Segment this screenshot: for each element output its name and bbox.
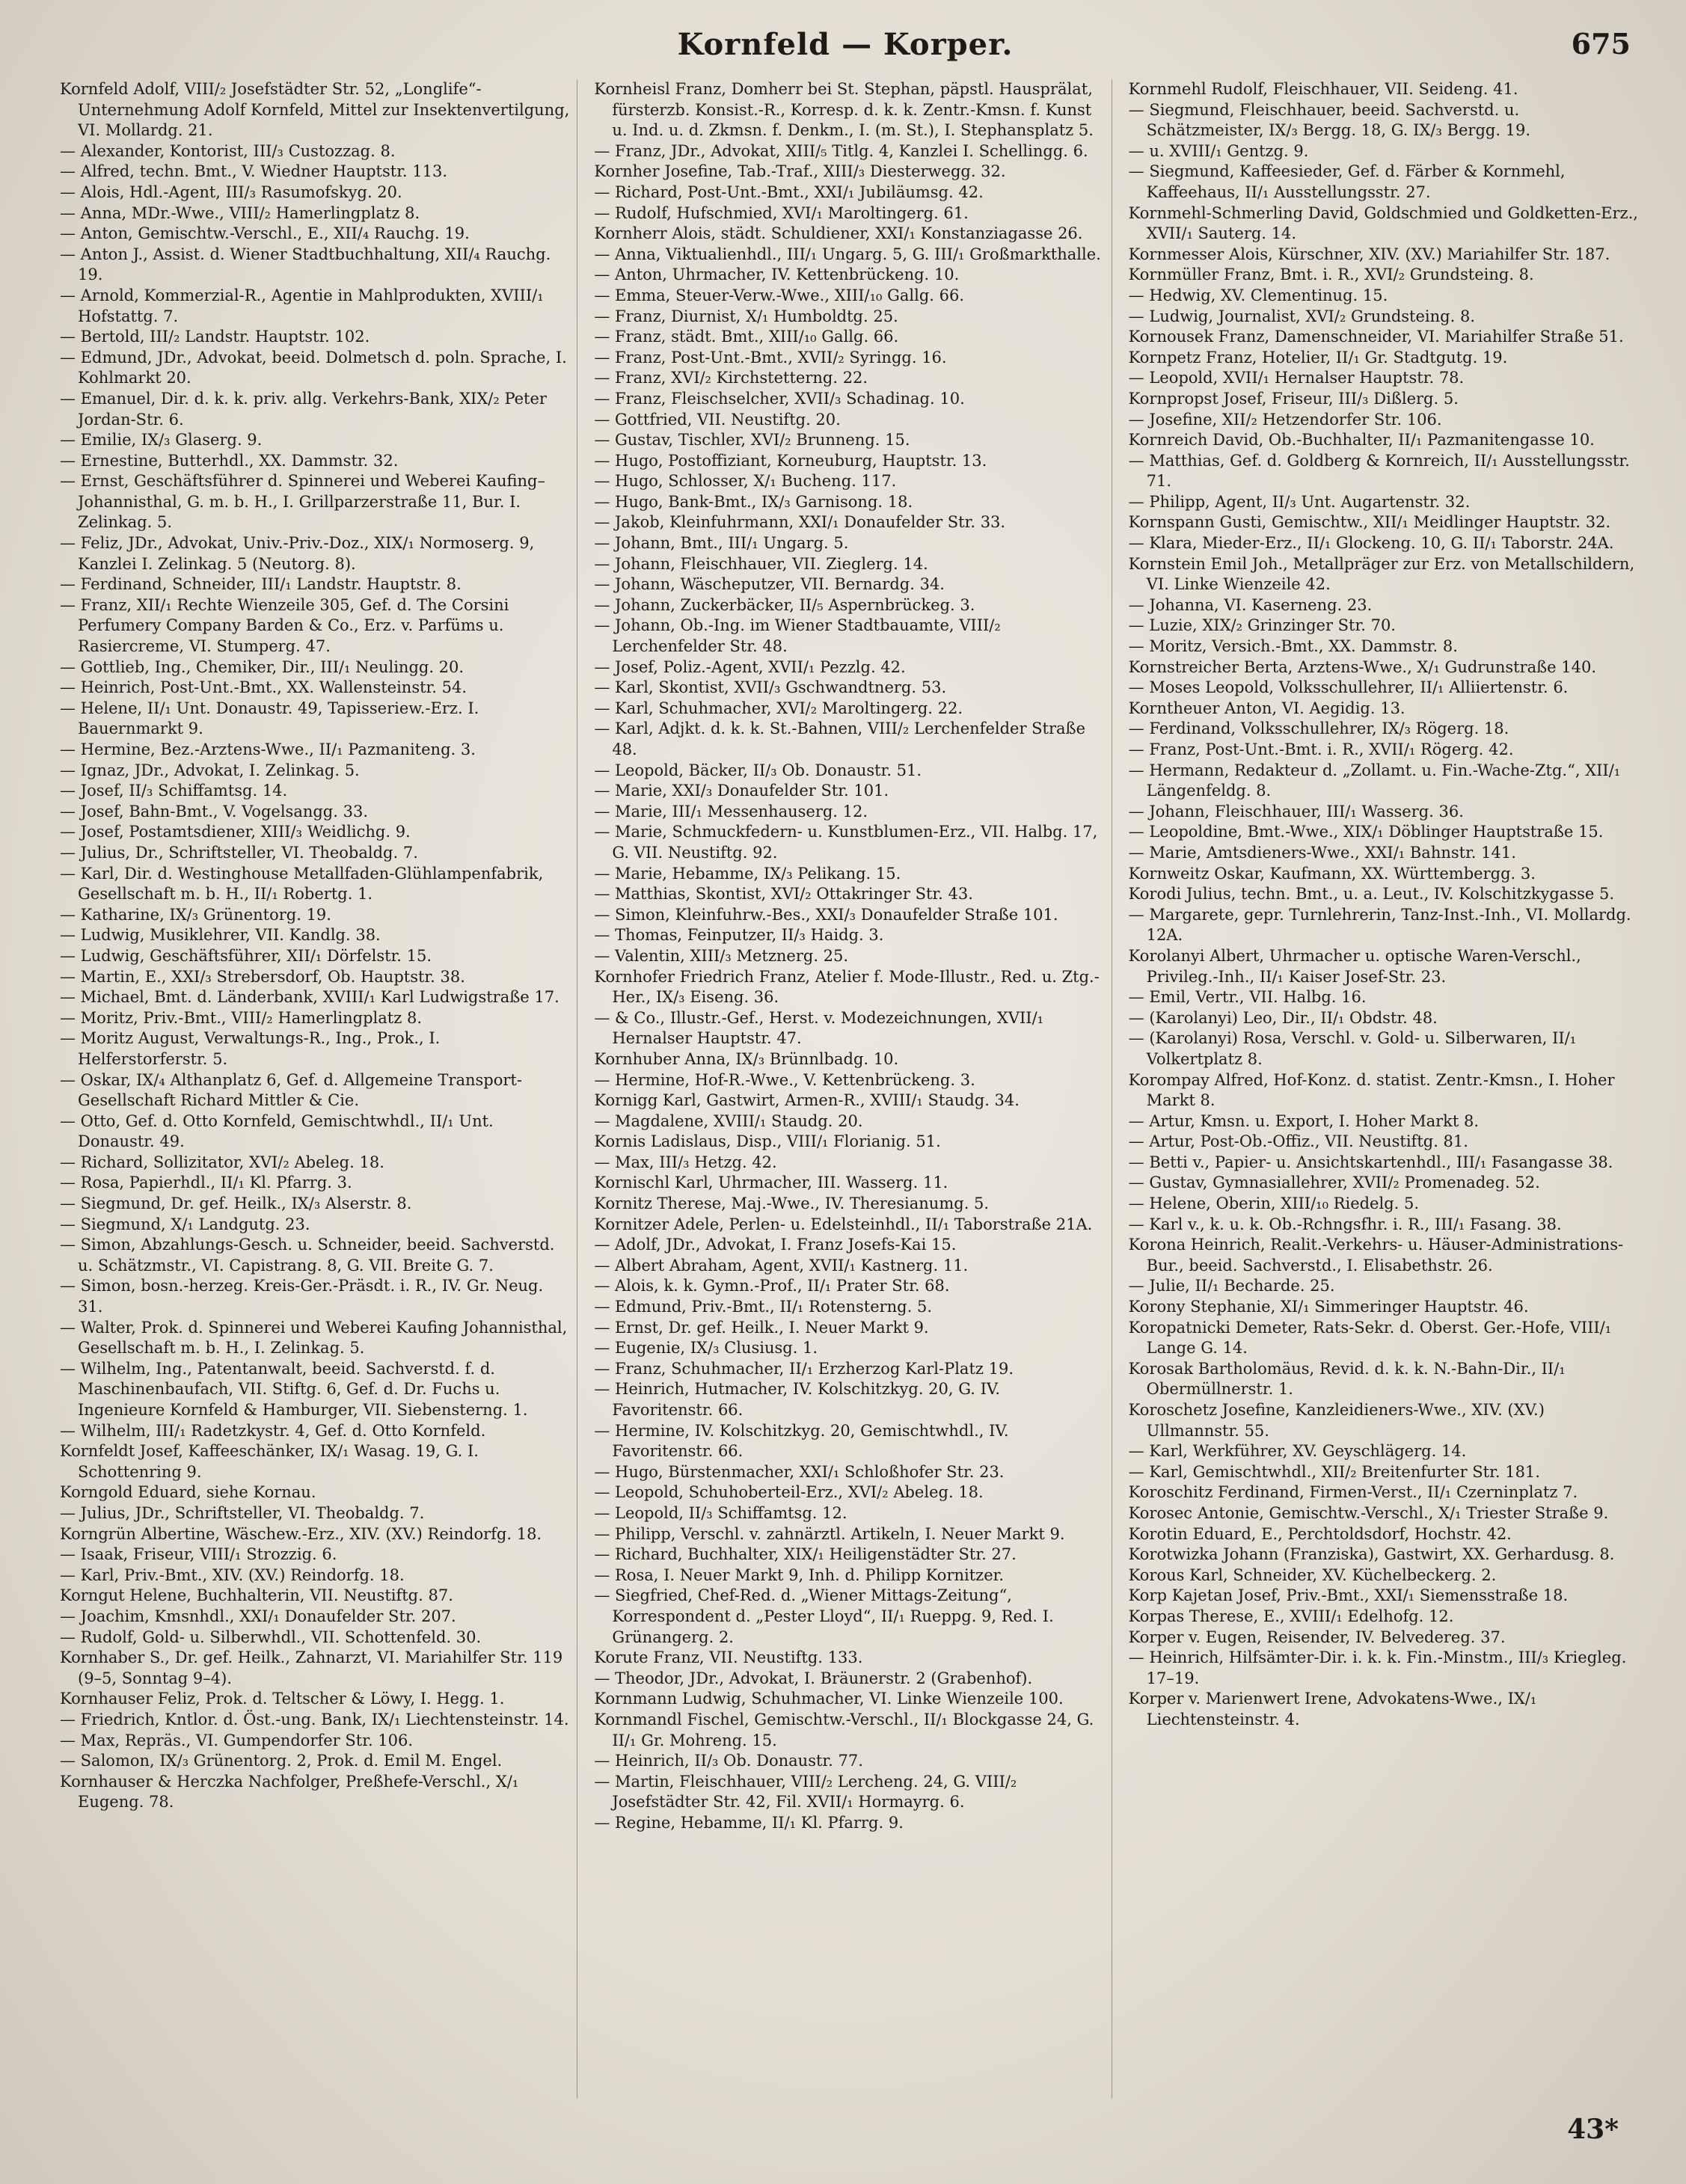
directory-entry: — Gustav, Tischler, XVI/₂ Brunneng. 15. — [594, 431, 910, 450]
directory-entry: — Karl v., k. u. k. Ob.-Rchngsfhr. i. R., III/₁ Fasang. 38. — [1128, 1215, 1562, 1233]
directory-entry: — Siegmund, Dr. gef. Heilk., IX/₃ Alserstr. 8. — [60, 1194, 412, 1213]
directory-entry: — Leopold, Schuhoberteil-Erz., XVI/₂ Abeleg. 18. — [594, 1483, 984, 1502]
directory-entry: — Josef, II/₃ Schiffamtsg. 14. — [60, 782, 288, 800]
directory-entry: Kornreich David, Ob.-Buchhalter, II/₁ Pazmanitengasse 10. — [1128, 431, 1595, 450]
directory-entry: Kornmüller Franz, Bmt. i. R., XVI/₂ Grundsteing. 8. — [1128, 266, 1534, 284]
page-number: 675 — [1571, 27, 1631, 61]
directory-entry: — Luzie, XIX/₂ Grinzinger Str. 70. — [1128, 616, 1396, 635]
directory-entry: — Alois, k. k. Gymn.-Prof., II/₁ Prater Str. 68. — [594, 1277, 950, 1295]
directory-entry: — Karl, Gemischtwhdl., XII/₂ Breitenfurter Str. 181. — [1128, 1462, 1540, 1481]
directory-entry: Kornweitz Oskar, Kaufmann, XX. Württembergg. 3. — [1128, 864, 1536, 883]
directory-entry: — Michael, Bmt. d. Länderbank, XVIII/₁ Karl Ludwigstraße 17. — [60, 988, 560, 1007]
directory-entry: — Wilhelm, Ing., Patentanwalt, beeid. Sachverstd. f. d. Maschinenbaufach, VII. Stiftg. 6, Gef. d. Dr. Fuchs u. Ingenieure Kornfeld & Hamburger, VII. Siebensterng. 1. — [60, 1359, 528, 1419]
directory-entry: — Ferdinand, Volksschullehrer, IX/₃ Rögerg. 18. — [1128, 720, 1509, 738]
directory-entry: — Marie, III/₁ Messenhauserg. 12. — [594, 802, 868, 820]
directory-entry: — Emil, Vertr., VII. Halbg. 16. — [1128, 988, 1367, 1007]
directory-entry: Korp Kajetan Josef, Priv.-Bmt., XXI/₁ Siemensstraße 18. — [1128, 1586, 1569, 1605]
directory-entry: — Franz, XVI/₂ Kirchstetterng. 22. — [594, 369, 868, 387]
directory-entry: — Hugo, Schlosser, X/₁ Bucheng. 117. — [594, 472, 897, 491]
directory-entry: Kornheisl Franz, Domherr bei St. Stephan, päpstl. Hausprälat, fürsterzb. Konsist.-R., Korresp. d. k. k. Zentr.-Kmsn. f. Kunst u. Ind. u. d. Zkmsn. f. Denkm., I. (m. St.), I. Stephansplatz 5. — [594, 80, 1094, 140]
directory-entry: — Julie, II/₁ Becharde. 25. — [1128, 1277, 1335, 1295]
directory-entry: — Moses Leopold, Volksschullehrer, II/₁ Alliiertenstr. 6. — [1128, 678, 1569, 697]
directory-entry: — Philipp, Verschl. v. zahnärztl. Artikeln, I. Neuer Markt 9. — [594, 1524, 1065, 1543]
directory-entry: — Franz, städt. Bmt., XIII/₁₀ Gallg. 66. — [594, 328, 899, 346]
directory-entry: Kornmandl Fischel, Gemischtw.-Verschl., II/₁ Blockgasse 24, G. II/₁ Gr. Mohreng. 15. — [594, 1710, 1094, 1749]
directory-entry: — Hedwig, XV. Clementinug. 15. — [1128, 286, 1388, 304]
directory-entry: Kornhauser Feliz, Prok. d. Teltscher & Löwy, I. Hegg. 1. — [60, 1690, 505, 1708]
page-header — [60, 21, 1631, 73]
signature-mark: 43* — [1567, 2114, 1619, 2145]
directory-entry: — Siegmund, Kaffeesieder, Gef. d. Färber & Kornmehl, Kaffeehaus, II/₁ Ausstellungsstr. 27. — [1128, 162, 1566, 201]
directory-entry: Korntheuer Anton, VI. Aegidig. 13. — [1128, 699, 1405, 717]
directory-entry: — Artur, Kmsn. u. Export, I. Hoher Markt 8. — [1128, 1111, 1480, 1130]
directory-entry: — Moritz August, Verwaltungs-R., Ing., Prok., I. Helferstorferstr. 5. — [60, 1029, 441, 1068]
directory-entry: Korodi Julius, techn. Bmt., u. a. Leut., IV. Kolschitzkygasse 5. — [1128, 885, 1615, 904]
directory-entry: Kornstein Emil Joh., Metallpräger zur Erz. von Metallschildern, VI. Linke Wienzeile 42. — [1128, 554, 1635, 594]
directory-entry: — Adolf, JDr., Advokat, I. Franz Josefs-Kai 15. — [594, 1236, 957, 1254]
directory-entry: Kornhofer Friedrich Franz, Atelier f. Mode-Illustr., Red. u. Ztg.-Her., IX/₃ Eiseng. 36. — [594, 967, 1100, 1007]
directory-entry: — Ludwig, Journalist, XVI/₂ Grundsteing. 8. — [1128, 307, 1475, 325]
directory-entry: — Jakob, Kleinfuhrmann, XXI/₁ Donaufelder Str. 33. — [594, 513, 1006, 532]
directory-entry: Korony Stephanie, XI/₁ Simmeringer Hauptstr. 46. — [1128, 1298, 1529, 1316]
directory-entry: — Salomon, IX/₃ Grünentorg. 2, Prok. d. Emil M. Engel. — [60, 1752, 503, 1770]
directory-entry: — Anton, Uhrmacher, IV. Kettenbrückeng. 10. — [594, 266, 960, 284]
directory-entry: — Franz, JDr., Advokat, XIII/₅ Titlg. 4, Kanzlei I. Schellingg. 6. — [594, 141, 1088, 160]
directory-entry: — Hermine, Hof-R.-Wwe., V. Kettenbrückeng. 3. — [594, 1070, 975, 1089]
directory-entry: Korper v. Marienwert Irene, Advokatens-Wwe., IX/₁ Liechtensteinstr. 4. — [1128, 1690, 1537, 1729]
directory-entry: Kornischl Karl, Uhrmacher, III. Wasserg. 11. — [594, 1174, 948, 1192]
directory-entry: — Gustav, Gymnasiallehrer, XVII/₂ Promenadeg. 52. — [1128, 1174, 1540, 1192]
directory-entry: — Franz, XII/₁ Rechte Wienzeile 305, Gef. d. The Corsini Perfumery Company Barden & Co., Erz. v. Parfüms u. Rasiercreme, VI. Stumperg. 47. — [60, 595, 509, 656]
directory-entry: — Karl, Schuhmacher, XVI/₂ Maroltingerg. 22. — [594, 699, 963, 717]
directory-entry: Kornigg Karl, Gastwirt, Armen-R., XVIII/₁ Staudg. 34. — [594, 1091, 1020, 1110]
directory-column-3 — [1129, 79, 1646, 2099]
directory-entry: — Simon, bosn.-herzeg. Kreis-Ger.-Präsdt. i. R., IV. Gr. Neug. 31. — [60, 1277, 544, 1316]
directory-entry: — Edmund, JDr., Advokat, beeid. Dolmetsch d. poln. Sprache, I. Kohlmarkt 20. — [60, 348, 567, 387]
directory-entry: Kornhuber Anna, IX/₃ Brünnlbadg. 10. — [594, 1049, 899, 1068]
directory-entry: — Klara, Mieder-Erz., II/₁ Glockeng. 10, G. II/₁ Taborstr. 24A. — [1128, 534, 1614, 553]
directory-entry: — Max, III/₃ Hetzg. 42. — [594, 1153, 777, 1171]
directory-entry: Kornousek Franz, Damenschneider, VI. Mariahilfer Straße 51. — [1128, 328, 1624, 346]
directory-entry: — Leopold, XVII/₁ Hernalser Hauptstr. 78. — [1128, 369, 1465, 387]
directory-entry: — Joachim, Kmsnhdl., XXI/₁ Donaufelder Str. 207. — [60, 1607, 456, 1625]
directory-entry: Korpas Therese, E., XVIII/₁ Edelhofg. 12. — [1128, 1607, 1454, 1625]
directory-entry: — Martin, E., XXI/₃ Strebersdorf, Ob. Hauptstr. 38. — [60, 967, 465, 986]
directory-entry: Kornhaber S., Dr. gef. Heilk., Zahnarzt, VI. Mariahilfer Str. 119 (9–5, Sonntag 9–4). — [60, 1648, 563, 1687]
directory-entry: — Helene, Oberin, XIII/₁₀ Riedelg. 5. — [1128, 1194, 1420, 1213]
directory-entry: — Richard, Buchhalter, XIX/₁ Heiligenstädter Str. 27. — [594, 1545, 1017, 1564]
directory-entry: — Martin, Fleischhauer, VIII/₂ Lercheng. 24, G. VIII/₂ Josefstädter Str. 42, Fil. XVII/₁ Hormayrg. 6. — [594, 1772, 1017, 1812]
directory-entry: — Ernestine, Butterhdl., XX. Dammstr. 32. — [60, 451, 399, 470]
directory-entry: — Walter, Prok. d. Spinnerei und Weberei Kaufing Johannisthal, Gesellschaft m. b. H., I. Zelinkag. 5. — [60, 1318, 568, 1358]
directory-entry: — Siegfried, Chef-Red. d. „Wiener Mittags-Zeitung“, Korrespondent d. „Pester Lloyd“, II/₁ Rueppg. 9, Red. I. Grünangerg. 2. — [594, 1586, 1054, 1646]
directory-entry: — Marie, Amtsdieners-Wwe., XXI/₁ Bahnstr. 141. — [1128, 843, 1516, 862]
directory-entry: — Margarete, gepr. Turnlehrerin, Tanz-Inst.-Inh., VI. Mollardg. 12A. — [1128, 905, 1631, 945]
directory-entry: Kornherr Alois, städt. Schuldiener, XXI/₁ Konstanziagasse 26. — [594, 224, 1083, 243]
directory-entry: Korous Karl, Schneider, XV. Küchelbeckerg. 2. — [1128, 1565, 1497, 1584]
directory-entry: — Simon, Abzahlungs-Gesch. u. Schneider, beeid. Sachverstd. u. Schätzmstr., VI. Capistrang. 8, G. VII. Breite G. 7. — [60, 1236, 555, 1274]
directory-entry: — Heinrich, Post-Unt.-Bmt., XX. Wallensteinstr. 54. — [60, 678, 468, 697]
directory-entry: Kornmehl Rudolf, Fleischhauer, VII. Seideng. 41. — [1128, 80, 1518, 98]
directory-entry: — Heinrich, Hilfsämter-Dir. i. k. k. Fin.-Minstm., III/₃ Kriegleg. 17–19. — [1128, 1648, 1627, 1687]
directory-entry: — Ernst, Geschäftsführer d. Spinnerei und Weberei Kaufing–Johannisthal, G. m. b. H., I. Grillparzerstraße 11, Bur. I. Zelinkag. 5. — [60, 472, 545, 532]
directory-entry: — Karl, Skontist, XVII/₃ Gschwandtnerg. 53. — [594, 678, 947, 697]
directory-entry: — Betti v., Papier- u. Ansichtskartenhdl., III/₁ Fasangasse 38. — [1128, 1153, 1613, 1171]
directory-entry: Kornhauser & Herczka Nachfolger, Preßhefe-Verschl., X/₁ Eugeng. 78. — [60, 1772, 519, 1812]
directory-entry: Korotwizka Johann (Franziska), Gastwirt, XX. Gerhardusg. 8. — [1128, 1545, 1615, 1564]
directory-entry: — Franz, Post-Unt.-Bmt., XVII/₂ Syringg. 16. — [594, 348, 947, 366]
directory-entry: — Johann, Wäscheputzer, VII. Bernardg. 34. — [594, 575, 945, 594]
directory-entry: — Richard, Sollizitator, XVI/₂ Abeleg. 18. — [60, 1153, 384, 1171]
directory-entry: — Ignaz, JDr., Advokat, I. Zelinkag. 5. — [60, 761, 360, 779]
directory-entry: — Rosa, Papierhdl., II/₁ Kl. Pfarrg. 3. — [60, 1174, 352, 1192]
directory-entry: — Max, Repräs., VI. Gumpendorfer Str. 106. — [60, 1731, 414, 1749]
directory-entry: — Ludwig, Geschäftsführer, XII/₁ Dörfelstr. 15. — [60, 946, 432, 965]
directory-entry: — Rudolf, Gold- u. Silberwhdl., VII. Schottenfeld. 30. — [60, 1628, 482, 1646]
directory-entry: — Marie, XXI/₃ Donaufelder Str. 101. — [594, 782, 889, 800]
directory-entry: — Leopold, II/₃ Schiffamtsg. 12. — [594, 1503, 847, 1522]
directory-entry: — Isaak, Friseur, VIII/₁ Strozzig. 6. — [60, 1545, 337, 1564]
directory-entry: — Emanuel, Dir. d. k. k. priv. allg. Verkehrs-Bank, XIX/₂ Peter Jordan-Str. 6. — [60, 389, 547, 429]
directory-entry: — (Karolanyi) Leo, Dir., II/₁ Obdstr. 48. — [1128, 1008, 1438, 1027]
directory-entry: — Siegmund, X/₁ Landgutg. 23. — [60, 1215, 310, 1233]
directory-entry: Korona Heinrich, Realit.-Verkehrs- u. Häuser-Administrations-Bur., beeid. Sachverstd., I. Elisabethstr. 26. — [1128, 1236, 1624, 1274]
directory-entry: — Anton J., Assist. d. Wiener Stadtbuchhaltung, XII/₄ Rauchg. 19. — [60, 245, 551, 284]
directory-entry: — Julius, JDr., Schriftsteller, VI. Theobaldg. 7. — [60, 1503, 425, 1522]
directory-entry: — Leopold, Bäcker, II/₃ Ob. Donaustr. 51. — [594, 761, 922, 779]
directory-entry: Kornher Josefine, Tab.-Traf., XIII/₃ Diesterwegg. 32. — [594, 162, 1006, 181]
directory-entry: — Josefine, XII/₂ Hetzendorfer Str. 106. — [1128, 410, 1442, 429]
directory-entry: — Richard, Post-Unt.-Bmt., XXI/₁ Jubiläumsg. 42. — [594, 182, 984, 201]
directory-entry: — Julius, Dr., Schriftsteller, VI. Theobaldg. 7. — [60, 843, 418, 862]
directory-entry: — Alois, Hdl.-Agent, III/₃ Rasumofskyg. 20. — [60, 182, 402, 201]
directory-entry: Korosec Antonie, Gemischtw.-Verschl., X/₁ Triester Straße 9. — [1128, 1503, 1609, 1522]
directory-entry: Kornfeldt Josef, Kaffeeschänker, IX/₁ Wasag. 19, G. I. Schottenring 9. — [60, 1442, 479, 1481]
directory-entry: — Moritz, Versich.-Bmt., XX. Dammstr. 8. — [1128, 637, 1458, 656]
directory-entry: — Karl, Adjkt. d. k. k. St.-Bahnen, VIII/₂ Lerchenfelder Straße 48. — [594, 720, 1086, 758]
directory-entry: — u. XVIII/₁ Gentzg. 9. — [1128, 141, 1309, 160]
directory-entry: — Theodor, JDr., Advokat, I. Bräunerstr. 2 (Grabenhof). — [594, 1669, 1033, 1687]
directory-entry: Kornitz Therese, Maj.-Wwe., IV. Theresianumg. 5. — [594, 1194, 990, 1213]
directory-entry: Korngold Eduard, siehe Kornau. — [60, 1483, 316, 1502]
directory-entry: — Bertold, III/₂ Landstr. Hauptstr. 102. — [60, 328, 370, 346]
directory-entry: Kornfeld Adolf, VIII/₂ Josefstädter Str. 52, „Longlife“-Unternehmung Adolf Kornfeld, Mittel zur Insektenvertilgung, VI. Mollardg. 21. — [60, 80, 570, 140]
directory-entry: — Emma, Steuer-Verw.-Wwe., XIII/₁₀ Gallg. 66. — [594, 286, 965, 304]
directory-entry: — Regine, Hebamme, II/₁ Kl. Pfarrg. 9. — [594, 1813, 904, 1832]
directory-entry: Kornspann Gusti, Gemischtw., XII/₁ Meidlinger Hauptstr. 32. — [1128, 513, 1611, 532]
directory-entry: Kornmesser Alois, Kürschner, XIV. (XV.) Mariahilfer Str. 187. — [1128, 245, 1610, 263]
directory-entry: — Helene, II/₁ Unt. Donaustr. 49, Tapisseriew.-Erz. I. Bauernmarkt 9. — [60, 699, 479, 738]
directory-column-1 — [60, 79, 577, 2099]
directory-entry: — Magdalene, XVIII/₁ Staudg. 20. — [594, 1111, 863, 1130]
directory-entry: — Philipp, Agent, II/₃ Unt. Augartenstr. 32. — [1128, 492, 1471, 511]
directory-entry: — Moritz, Priv.-Bmt., VIII/₂ Hamerlingplatz 8. — [60, 1008, 422, 1027]
directory-entry: — Franz, Schuhmacher, II/₁ Erzherzog Karl-Platz 19. — [594, 1359, 1014, 1378]
directory-entry: — Hugo, Postoffiziant, Korneuburg, Hauptstr. 13. — [594, 451, 987, 470]
directory-entry: — Karl, Werkführer, XV. Geyschlägerg. 14. — [1128, 1442, 1467, 1461]
directory-entry: Korngrün Albertine, Wäschew.-Erz., XIV. (XV.) Reindorfg. 18. — [60, 1524, 542, 1543]
directory-columns — [60, 79, 1646, 2099]
directory-entry: — Hugo, Bank-Bmt., IX/₃ Garnisong. 18. — [594, 492, 913, 511]
directory-entry: — Johann, Ob.-Ing. im Wiener Stadtbauamte, VIII/₂ Lerchenfelder Str. 48. — [594, 616, 1001, 656]
directory-entry: Korute Franz, VII. Neustiftg. 133. — [594, 1648, 863, 1667]
directory-entry: — Ferdinand, Schneider, III/₁ Landstr. Hauptstr. 8. — [60, 575, 462, 594]
directory-entry: — Anton, Gemischtw.-Verschl., E., XII/₄ Rauchg. 19. — [60, 224, 470, 243]
running-title: Kornfeld — Korper. — [677, 27, 1014, 62]
directory-entry: — Rudolf, Hufschmied, XVI/₁ Maroltingerg. 61. — [594, 203, 969, 222]
directory-entry: — Franz, Diurnist, X/₁ Humboldtg. 25. — [594, 307, 898, 325]
directory-entry: — Gottlieb, Ing., Chemiker, Dir., III/₁ Neulingg. 20. — [60, 657, 465, 676]
directory-entry: Koroschitz Ferdinand, Firmen-Verst., II/₁ Czerninplatz 7. — [1128, 1483, 1578, 1502]
directory-entry: — Johann, Zuckerbäcker, II/₅ Aspernbrückeg. 3. — [594, 595, 975, 614]
directory-entry: — Heinrich, Hutmacher, IV. Kolschitzkyg. 20, G. IV. Favoritenstr. 66. — [594, 1380, 1001, 1419]
directory-entry: Kornmann Ludwig, Schuhmacher, VI. Linke Wienzeile 100. — [594, 1690, 1064, 1708]
directory-entry: Korolanyi Albert, Uhrmacher u. optische Waren-Verschl., Privileg.-Inh., II/₁ Kaiser Josef-Str. 23. — [1128, 946, 1581, 986]
directory-entry: — Matthias, Skontist, XVI/₂ Ottakringer Str. 43. — [594, 885, 973, 904]
directory-entry: — Oskar, IX/₄ Althanplatz 6, Gef. d. Allgemeine Transport-Gesellschaft Richard Mittler & Cie. — [60, 1070, 522, 1110]
directory-entry: — Hermine, Bez.-Arztens-Wwe., II/₁ Pazmaniteng. 3. — [60, 740, 476, 758]
directory-entry: — Ernst, Dr. gef. Heilk., I. Neuer Markt 9. — [594, 1318, 929, 1337]
directory-entry: — Josef, Bahn-Bmt., V. Vogelsangg. 33. — [60, 802, 368, 820]
directory-entry: — Gottfried, VII. Neustiftg. 20. — [594, 410, 841, 429]
directory-entry: — Marie, Schmuckfedern- u. Kunstblumen-Erz., VII. Halbg. 17, G. VII. Neustiftg. 92. — [594, 823, 1098, 862]
directory-entry: Kornmehl-Schmerling David, Goldschmied und Goldketten-Erz., XVII/₁ Sauterg. 14. — [1128, 203, 1638, 243]
directory-entry: — Marie, Hebamme, IX/₃ Pelikang. 15. — [594, 864, 901, 883]
directory-entry: — Matthias, Gef. d. Goldberg & Kornreich, II/₁ Ausstellungsstr. 71. — [1128, 451, 1630, 491]
directory-entry: Koropatnicki Demeter, Rats-Sekr. d. Oberst. Ger.-Hofe, VIII/₁ Lange G. 14. — [1128, 1318, 1612, 1358]
directory-entry: Korngut Helene, Buchhalterin, VII. Neustiftg. 87. — [60, 1586, 453, 1605]
directory-entry: — Eugenie, IX/₃ Clusiusg. 1. — [594, 1339, 818, 1358]
directory-entry: — Anna, Viktualienhdl., III/₁ Ungarg. 5, G. III/₁ Großmarkthalle. — [594, 245, 1101, 263]
directory-entry: — Wilhelm, III/₁ Radetzkystr. 4, Gef. d. Otto Kornfeld. — [60, 1421, 486, 1440]
directory-entry: — (Karolanyi) Rosa, Verschl. v. Gold- u. Silberwaren, II/₁ Volkertplatz 8. — [1128, 1029, 1577, 1068]
directory-entry: — Josef, Poliz.-Agent, XVII/₁ Pezzlg. 42. — [594, 657, 906, 676]
directory-entry: — Valentin, XIII/₃ Metznerg. 25. — [594, 946, 849, 965]
directory-entry: — Arnold, Kommerzial-R., Agentie in Mahlprodukten, XVIII/₁ Hofstattg. 7. — [60, 286, 544, 325]
directory-entry: — Franz, Fleischselcher, XVII/₃ Schadinag. 10. — [594, 389, 965, 408]
directory-entry: — Artur, Post-Ob.-Offiz., VII. Neustiftg. 81. — [1128, 1132, 1468, 1151]
directory-entry: — Heinrich, II/₃ Ob. Donaustr. 77. — [594, 1752, 863, 1770]
directory-entry: — Karl, Priv.-Bmt., XIV. (XV.) Reindorfg. 18. — [60, 1565, 405, 1584]
directory-entry: Korper v. Eugen, Reisender, IV. Belvedereg. 37. — [1128, 1628, 1506, 1646]
directory-entry: — Feliz, JDr., Advokat, Univ.-Priv.-Doz., XIX/₁ Normoserg. 9, Kanzlei I. Zelinkag. 5 (Neutorg. 8). — [60, 534, 535, 573]
directory-entry: — Rosa, I. Neuer Markt 9, Inh. d. Philipp Kornitzer. — [594, 1565, 1005, 1584]
directory-entry: Kornis Ladislaus, Disp., VIII/₁ Florianig. 51. — [594, 1132, 941, 1151]
directory-entry: — Anna, MDr.-Wwe., VIII/₂ Hamerlingplatz 8. — [60, 203, 420, 222]
directory-entry: — Johanna, VI. Kaserneng. 23. — [1128, 595, 1373, 614]
directory-entry: Kornitzer Adele, Perlen- u. Edelsteinhdl., II/₁ Taborstraße 21A. — [594, 1215, 1093, 1233]
directory-entry: — Franz, Post-Unt.-Bmt. i. R., XVII/₁ Rögerg. 42. — [1128, 740, 1514, 758]
directory-entry: — Albert Abraham, Agent, XVII/₁ Kastnerg. 11. — [594, 1256, 969, 1274]
directory-entry: Kornstreicher Berta, Arztens-Wwe., X/₁ Gudrunstraße 140. — [1128, 657, 1597, 676]
directory-entry: — Hermine, IV. Kolschitzkyg. 20, Gemischtwhdl., IV. Favoritenstr. 66. — [594, 1421, 1009, 1461]
directory-entry: — Friedrich, Kntlor. d. Öst.-ung. Bank, IX/₁ Liechtensteinstr. 14. — [60, 1710, 569, 1729]
directory-entry: — Alfred, techn. Bmt., V. Wiedner Hauptstr. 113. — [60, 162, 448, 181]
directory-entry: Korosak Bartholomäus, Revid. d. k. k. N.-Bahn-Dir., II/₁ Obermüllnerstr. 1. — [1128, 1359, 1566, 1399]
directory-entry: — Thomas, Feinputzer, II/₃ Haidg. 3. — [594, 926, 884, 945]
directory-entry: Kornpetz Franz, Hotelier, II/₁ Gr. Stadtgutg. 19. — [1128, 348, 1508, 366]
directory-column-2 — [594, 79, 1112, 2099]
directory-entry: Korotin Eduard, E., Perchtoldsdorf, Hochstr. 42. — [1128, 1524, 1512, 1543]
directory-entry: Korompay Alfred, Hof-Konz. d. statist. Zentr.-Kmsn., I. Hoher Markt 8. — [1128, 1070, 1615, 1110]
directory-entry: — Leopoldine, Bmt.-Wwe., XIX/₁ Döblinger Hauptstraße 15. — [1128, 823, 1604, 841]
directory-entry: — Simon, Kleinfuhrw.-Bes., XXI/₃ Donaufelder Straße 101. — [594, 905, 1058, 924]
directory-entry: — Emilie, IX/₃ Glaserg. 9. — [60, 431, 263, 450]
directory-entry: — Katharine, IX/₃ Grünentorg. 19. — [60, 905, 331, 924]
directory-entry: — Hugo, Bürstenmacher, XXI/₁ Schloßhofer Str. 23. — [594, 1462, 1005, 1481]
directory-entry: — Johann, Fleischhauer, VII. Zieglerg. 14. — [594, 554, 928, 573]
directory-entry: — Josef, Postamtsdiener, XIII/₃ Weidlichg. 9. — [60, 823, 411, 841]
directory-entry: — Johann, Fleischhauer, III/₁ Wasserg. 36. — [1128, 802, 1464, 820]
directory-entry: — & Co., Illustr.-Gef., Herst. v. Modezeichnungen, XVII/₁ Hernalser Hauptstr. 47. — [594, 1008, 1044, 1048]
directory-entry: — Ludwig, Musiklehrer, VII. Kandlg. 38. — [60, 926, 381, 945]
directory-entry: — Alexander, Kontorist, III/₃ Custozzag. 8. — [60, 141, 396, 160]
directory-entry: — Edmund, Priv.-Bmt., II/₁ Rotensterng. 5. — [594, 1298, 933, 1316]
directory-entry: — Hermann, Redakteur d. „Zollamt. u. Fin.-Wache-Ztg.“, XII/₁ Längenfeldg. 8. — [1128, 761, 1621, 800]
directory-entry: — Johann, Bmt., III/₁ Ungarg. 5. — [594, 534, 849, 553]
directory-entry: — Otto, Gef. d. Otto Kornfeld, Gemischtwhdl., II/₁ Unt. Donaustr. 49. — [60, 1111, 494, 1151]
directory-entry: — Siegmund, Fleischhauer, beeid. Sachverstd. u. Schätzmeister, IX/₃ Bergg. 18, G. IX/₃ Bergg. 19. — [1128, 100, 1531, 140]
directory-entry: Koroschetz Josefine, Kanzleidieners-Wwe., XIV. (XV.) Ullmannstr. 55. — [1128, 1401, 1545, 1440]
directory-entry: — Karl, Dir. d. Westinghouse Metallfaden-Glühlampenfabrik, Gesellschaft m. b. H., II/₁ Robertg. 1. — [60, 864, 544, 904]
directory-entry: Kornpropst Josef, Friseur, III/₃ Dißlerg. 5. — [1128, 389, 1459, 408]
